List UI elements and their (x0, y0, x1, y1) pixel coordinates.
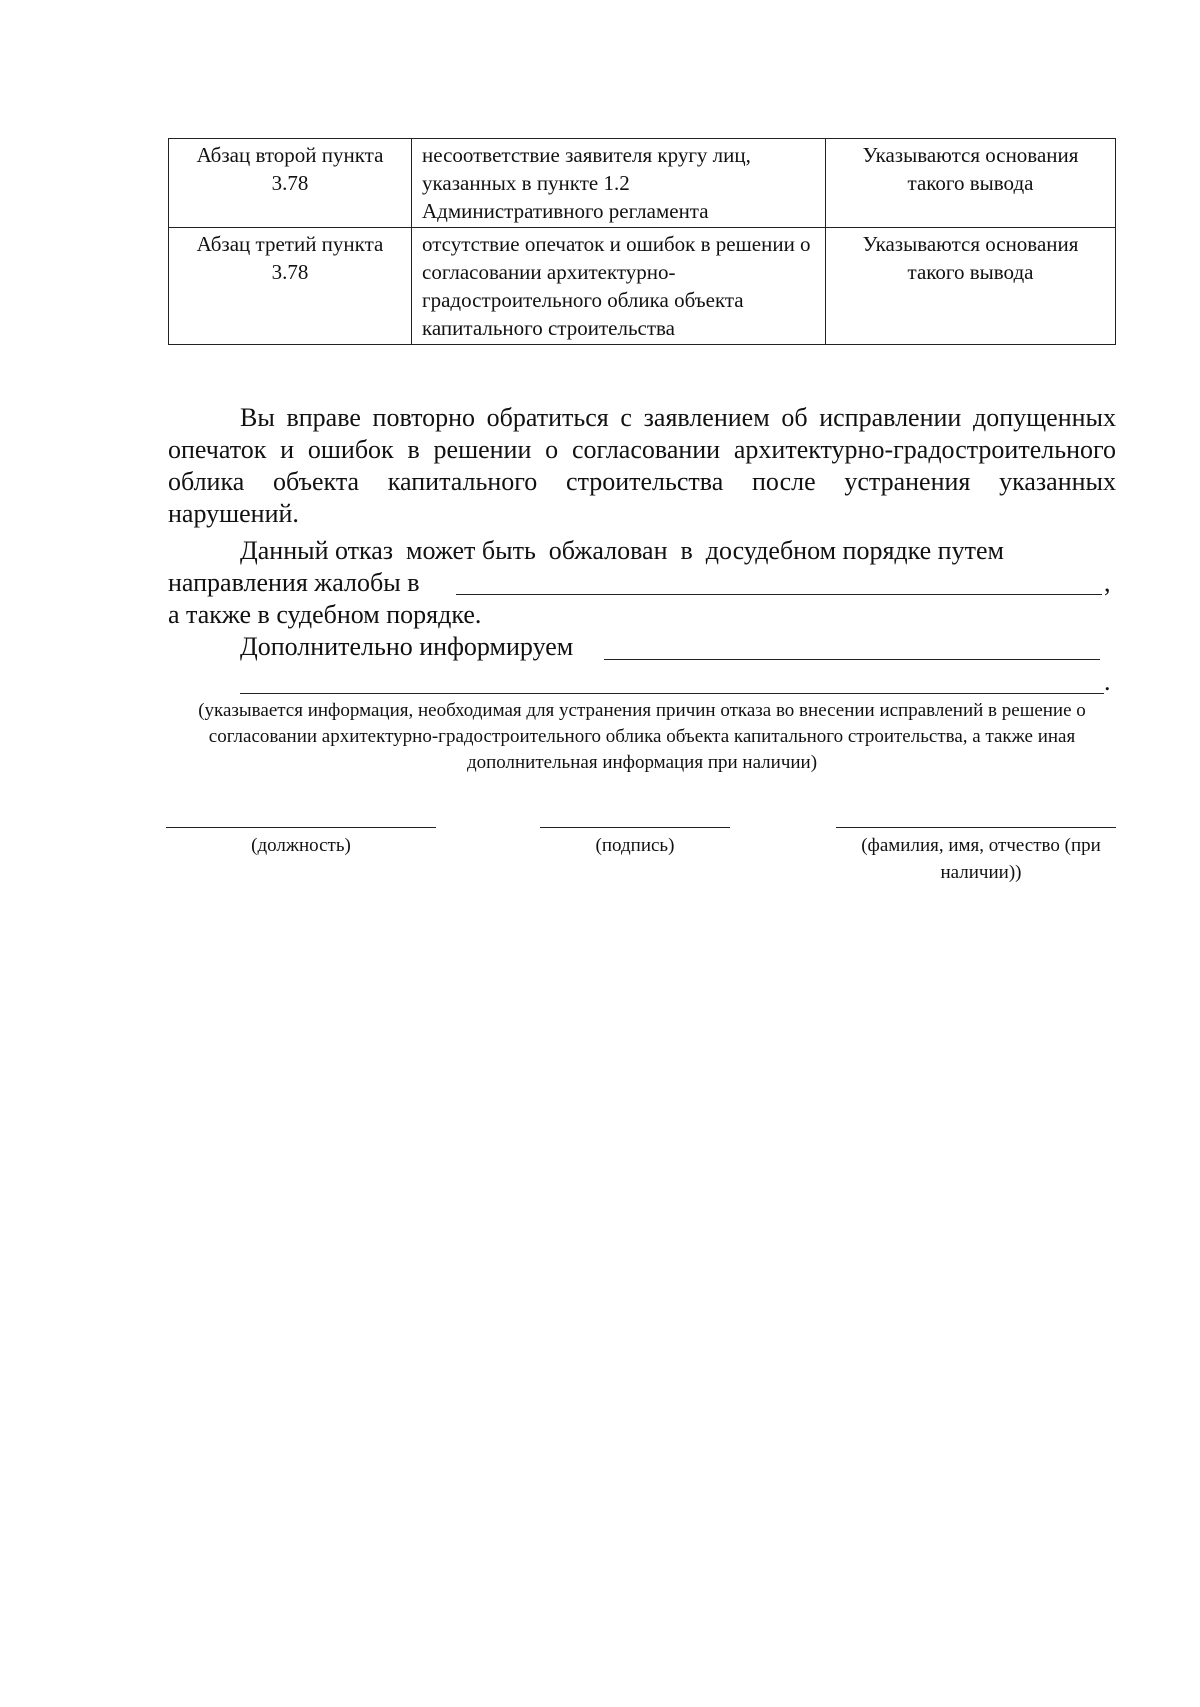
table-cell-reason: несоответствие заявителя кругу лиц, указанных в пункте 1.2 Административного регламента (412, 139, 826, 228)
table-cell-reason: отсутствие опечаток и ошибок в решении о согласовании архитектурно-градостроительного облика объекта капитального строительства (412, 228, 826, 345)
table-cell-clause: Абзац второй пункта 3.78 (169, 139, 412, 228)
additional-info-blank-2 (240, 693, 1104, 694)
position-label: (должность) (251, 835, 351, 856)
additional-info-blank-1 (604, 659, 1100, 660)
appeal-line-3: а также в судебном порядке. (168, 600, 482, 629)
comma-mark: , (1104, 568, 1111, 597)
complaint-recipient-blank (456, 594, 1102, 595)
repeat-appeal-text: Вы вправе повторно обратиться с заявлением об исправлении допущенных опечаток и ошибок в решении о согласовании архитектурно-градостроительного облика объекта капитального строительства после устранения указанных нарушений. (168, 403, 1116, 528)
signature-line (540, 827, 730, 828)
appeal-line-1: Данный отказ может быть обжалован в досудебном порядке путем (240, 536, 1004, 565)
refusal-reasons-table (168, 138, 1116, 345)
period-mark: . (1104, 667, 1111, 696)
table-cell-clause: Абзац третий пункта 3.78 (169, 228, 412, 345)
table-cell-explanation: Указываются основания такого вывода (826, 139, 1116, 228)
name-label: (фамилия, имя, отчество (при наличии)) (861, 835, 1101, 883)
table-cell-explanation: Указываются основания такого вывода (826, 228, 1116, 345)
name-line (836, 827, 1116, 828)
table-row (169, 139, 1116, 228)
repeat-appeal-paragraph (168, 402, 1116, 530)
table-row (169, 228, 1116, 345)
position-line (166, 827, 436, 828)
signature-label: (подпись) (595, 835, 675, 856)
instruction-note: (указывается информация, необходимая для устранения причин отказа во внесении исправлений в решение о согласовании архитектурно-градостроительного облика объекта капитального строительства, а также иная дополнительная информация при наличии) (198, 700, 1086, 773)
additional-info-label: Дополнительно информируем (240, 632, 574, 661)
appeal-line-2: направления жалобы в (168, 568, 420, 597)
